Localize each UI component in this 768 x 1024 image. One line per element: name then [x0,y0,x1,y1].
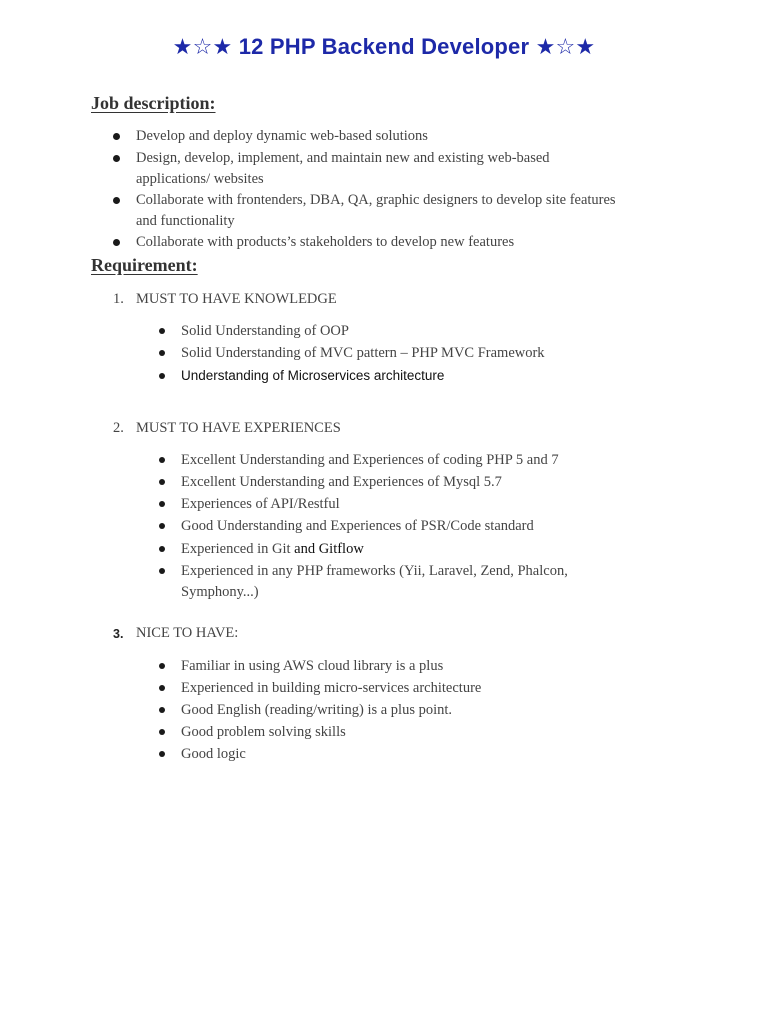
job-description-heading: Job description: [91,93,216,113]
experience-item-6-line-1: Experienced in any PHP frameworks (Yii, Laravel, Zend, Phalcon, [181,563,568,579]
section-title-nice-to-have: NICE TO HAVE: [136,625,239,641]
experience-item-5 [181,539,364,559]
section-number: 2. [113,420,124,436]
knowledge-item-2: Solid Understanding of MVC pattern – PHP MVC Framework [181,345,545,361]
section-title-knowledge: MUST TO HAVE KNOWLEDGE [136,291,337,307]
bullet-icon [159,457,165,463]
bullet-icon [159,751,165,757]
requirement-heading: Requirement: [91,255,198,275]
bullet-icon [159,707,165,713]
experience-item-5-prefix: Experienced in Git [181,541,295,557]
nice-item-4: Good problem solving skills [181,724,346,740]
bullet-icon [159,328,165,334]
section-number: 3. [113,627,124,641]
job-item-3-line-1: Collaborate with frontenders, DBA, QA, graphic designers to develop site features [136,192,616,208]
bullet-icon [159,546,165,552]
knowledge-item-3: Understanding of Microservices architecture [181,368,445,383]
bullet-icon [159,685,165,691]
bullet-icon [113,197,120,204]
bullet-icon [159,663,165,669]
experience-item-4: Good Understanding and Experiences of PSR/Code standard [181,518,534,534]
experience-item-1: Excellent Understanding and Experiences of coding PHP 5 and 7 [181,452,559,468]
job-item-1: Develop and deploy dynamic web-based solutions [136,128,428,144]
experience-item-5-suffix: and Gitflow [294,541,364,557]
bullet-icon [159,501,165,507]
experience-item-6-line-2: Symphony...) [181,584,259,600]
bullet-icon [159,729,165,735]
nice-item-2: Experienced in building micro-services architecture [181,680,482,696]
bullet-icon [159,373,165,379]
bullet-icon [113,239,120,246]
experience-item-2: Excellent Understanding and Experiences of Mysql 5.7 [181,474,502,490]
bullet-icon [159,350,165,356]
nice-item-5: Good logic [181,746,246,762]
bullet-icon [159,479,165,485]
knowledge-item-1: Solid Understanding of OOP [181,323,349,339]
page-title: ★☆★ 12 PHP Backend Developer ★☆★ [172,34,596,59]
experience-item-3: Experiences of API/Restful [181,496,340,512]
bullet-icon [113,155,120,162]
job-item-2-line-2: applications/ websites [136,171,264,187]
bullet-icon [159,523,165,529]
section-number: 1. [113,291,124,307]
nice-item-1: Familiar in using AWS cloud library is a plus [181,658,444,674]
bullet-icon [113,133,120,140]
section-title-experiences: MUST TO HAVE EXPERIENCES [136,420,341,436]
bullet-icon [159,568,165,574]
job-item-2-line-1: Design, develop, implement, and maintain new and existing web-based [136,150,550,166]
job-item-4: Collaborate with products’s stakeholders to develop new features [136,234,515,250]
job-item-3-line-2: and functionality [136,213,235,229]
nice-item-3: Good English (reading/writing) is a plus point. [181,702,453,718]
